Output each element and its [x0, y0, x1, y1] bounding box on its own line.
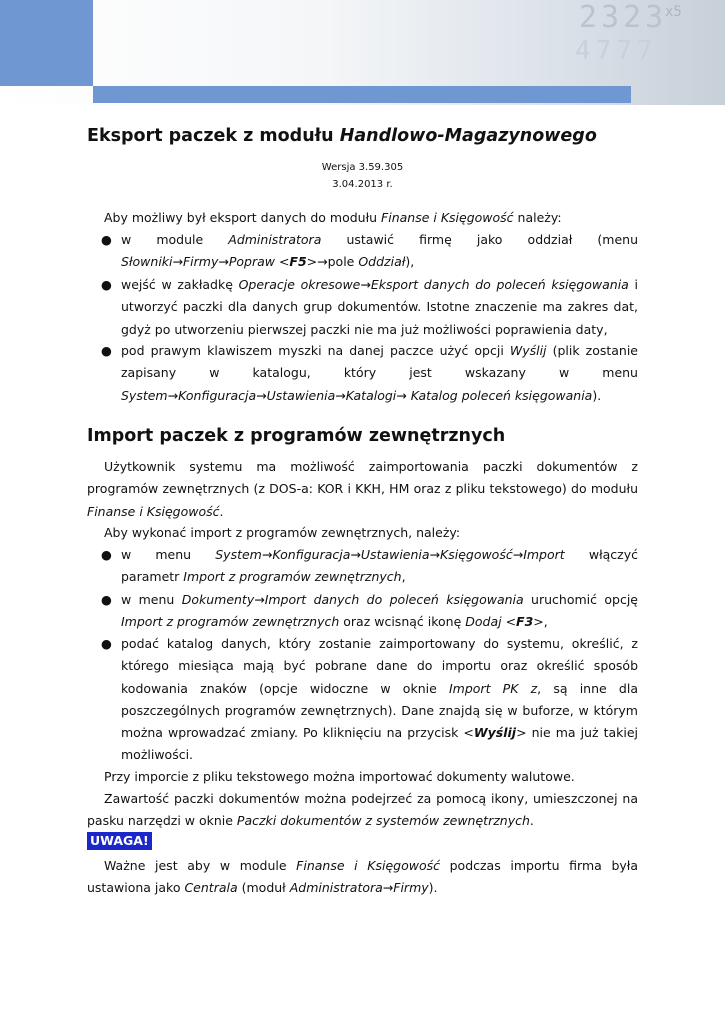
header-digits-mid: 4777 — [575, 36, 658, 66]
bullet-icon: ● — [101, 636, 112, 651]
import-paragraph-5: Ważne jest aby w module Finanse i Księgowość podczas importu firma była ustawiona jako Centrala (moduł Administratora→Firmy). — [87, 858, 638, 896]
export-intro: Aby możliwy był eksport danych do modułu Finanse i Księgowość należy: — [104, 210, 562, 225]
export-bullet-2: wejść w zakładkę Operacje okresowe→Eksport danych do poleceń księgowania i utworzyć paczki dla danych grup dokumentów. Istotne znaczenie ma zakres dat, gdyż po utworzeniu pierwszej paczki nie ma już możliwości poprawienia daty, — [121, 277, 638, 337]
import-bullet-1: w menu System→Konfiguracja→Ustawienia→Księgowość→Import włączyć parametr Import z programów zewnętrznych, — [121, 547, 638, 585]
import-bullet-2: w menu Dokumenty→Import danych do poleceń księgowania uruchomić opcję Import z programów zewnętrznych oraz wcisnąć ikonę Dodaj <F3>, — [121, 592, 638, 630]
header-blue-block — [0, 0, 93, 86]
export-bullet-1: w module Administratora ustawić firmę jako oddział (menu Słowniki→Firmy→Popraw <F5>→pole Oddział), — [121, 232, 638, 270]
bullet-icon: ● — [101, 277, 112, 292]
export-bullet-3: pod prawym klawiszem myszki na danej paczce użyć opcji Wyślij (plik zostanie zapisany w katalogu, który jest wskazany w menu System→Konfiguracja→Ustawienia→Katalogi→ Katalog poleceń księgowania). — [121, 343, 639, 403]
title-import: Import paczek z programów zewnętrznych — [87, 426, 506, 446]
import-bullet-3: podać katalog danych, który zostanie zaimportowany do systemu, określić, z którego miesiąca mają być pobrane dane do importu oraz określić sposób kodowania znaków (opcje widoczne w oknie Import PK z, są inne dla poszczególnych programów zewnętrznych). Dane znajdą się w buforze, w którym można wprowadzać zmiany. Po kliknięciu na przycisk <Wyślij> nie ma już takiej możliwości. — [121, 636, 639, 763]
title-export: Eksport paczek z modułu Handlowo-Magazynowego — [87, 126, 597, 146]
header-digits-small: x5 — [665, 4, 682, 20]
header-digits-decoration — [545, 2, 720, 82]
version-label: Wersja 3.59.305 — [321, 162, 404, 173]
bullet-icon: ● — [101, 547, 112, 562]
date-label: 3.04.2013 r. — [332, 179, 393, 190]
header-digits-big: 2323 — [579, 2, 668, 35]
bullet-icon: ● — [101, 232, 112, 247]
bullet-icon: ● — [101, 592, 112, 607]
import-paragraph-3: Przy imporcie z pliku tekstowego można importować dokumenty walutowe. — [104, 769, 575, 784]
import-paragraph-4: Zawartość paczki dokumentów można podejrzeć za pomocą ikony, umieszczonej na pasku narzędzi w oknie Paczki dokumentów z systemów zewnętrznych. — [87, 791, 638, 829]
warning-badge: UWAGA! — [87, 832, 152, 850]
header-blue-bar — [93, 86, 631, 103]
import-paragraph-2: Aby wykonać import z programów zewnętrznych, należy: — [104, 525, 461, 540]
import-paragraph-1: Użytkownik systemu ma możliwość zaimportowania paczki dokumentów z programów zewnętrznych (z DOS-a: KOR i KKH, HM oraz z pliku tekstowego) do modułu Finanse i Księgowość. — [87, 459, 638, 519]
bullet-icon: ● — [101, 343, 112, 358]
